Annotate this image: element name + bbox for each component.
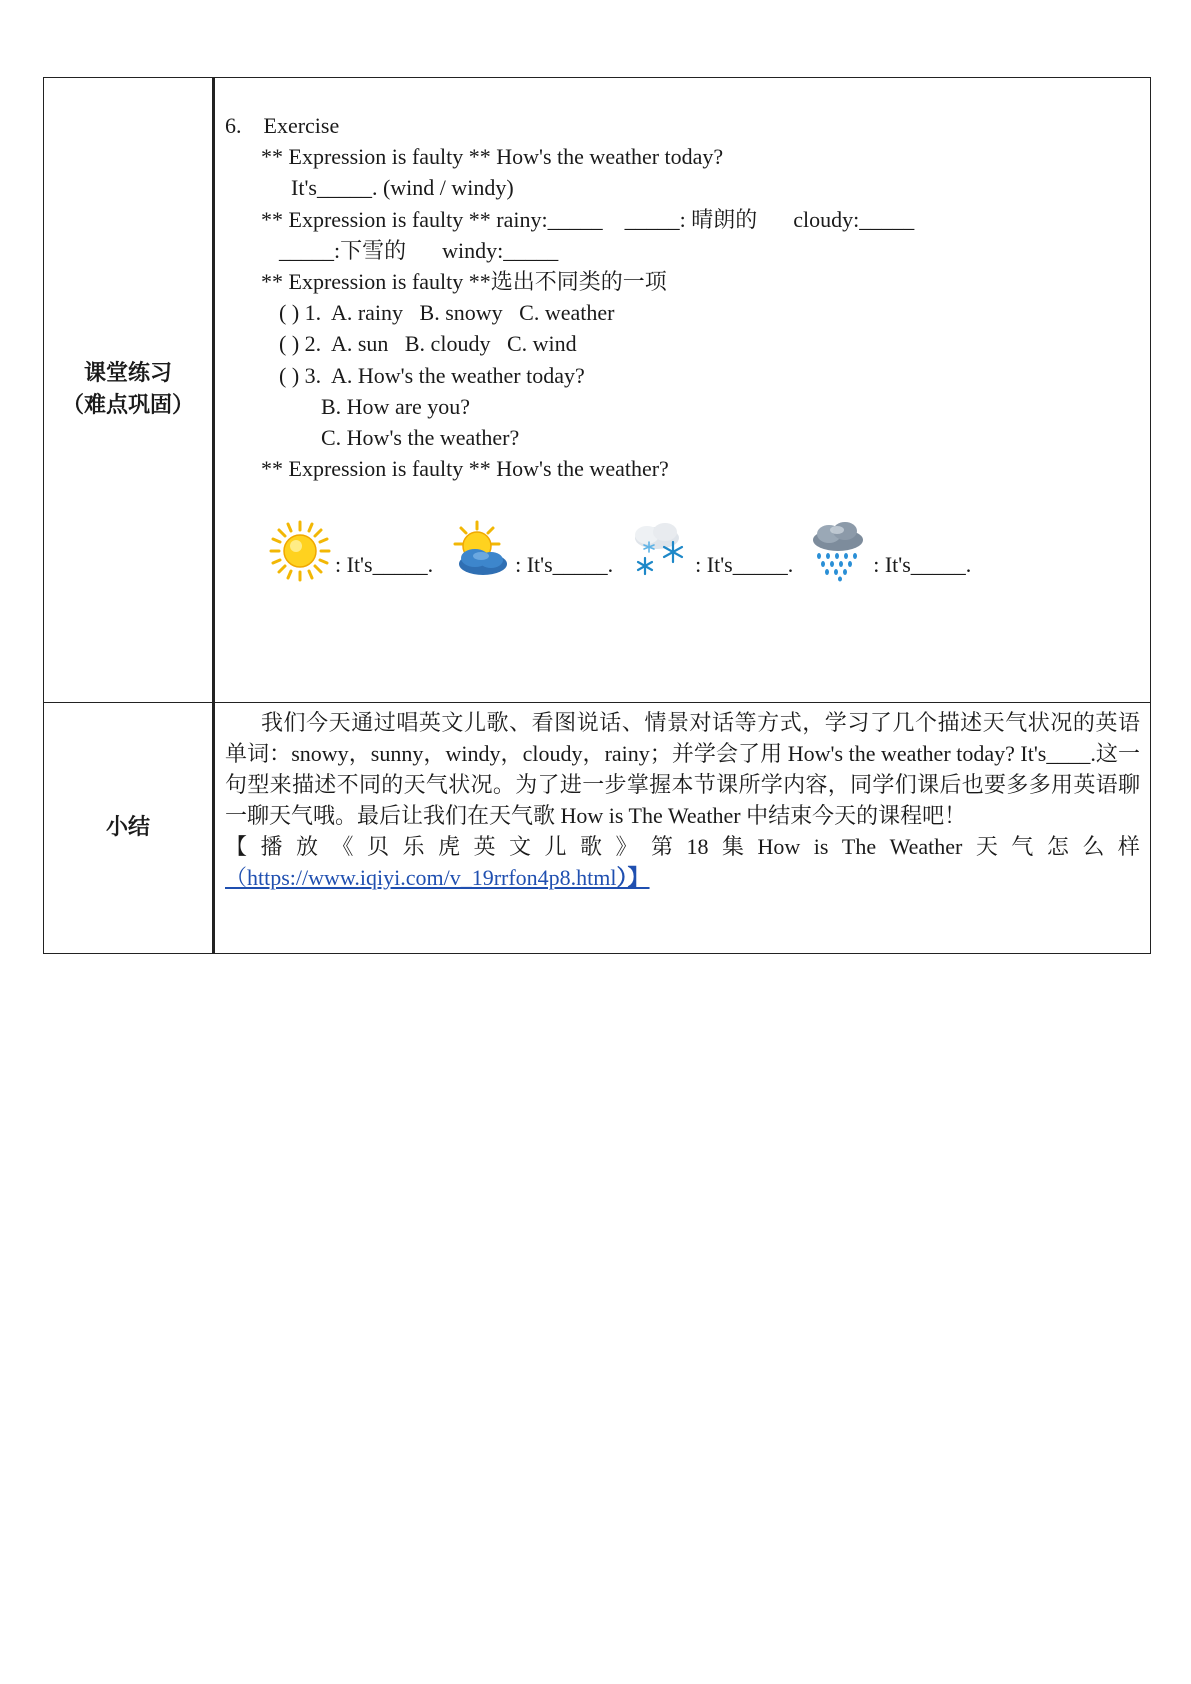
exercise-label-cell bbox=[44, 78, 214, 703]
exercise-label-line1: 课堂练习 bbox=[83, 361, 172, 386]
sun-icon bbox=[269, 520, 331, 582]
play-part: 英 bbox=[473, 834, 496, 859]
summary-content-cell bbox=[214, 703, 1151, 954]
question-3: ** Expression is faulty **选出不同类的一项 bbox=[261, 269, 667, 295]
sun-cloud-caption: : It's_____. bbox=[515, 551, 614, 577]
exercise-heading bbox=[225, 110, 1140, 141]
choice-2: ( ) 2. A. sun B. cloudy C. wind bbox=[279, 331, 577, 357]
play-part: 文 bbox=[509, 834, 532, 859]
q2-windy: windy:_____ bbox=[442, 237, 559, 263]
weather-item-sun-cloud bbox=[447, 520, 613, 582]
q2-snowy: _____:下雪的 bbox=[279, 237, 407, 263]
play-part: 怎 bbox=[1046, 834, 1069, 859]
exercise-content-cell bbox=[214, 78, 1151, 703]
play-part: 》 bbox=[615, 834, 638, 859]
question-1-answer: It's_____. (wind / windy) bbox=[291, 175, 514, 201]
summary-paragraph: 我们今天通过唱英文儿歌、看图说话、情景对话等方式，学习了几个描述天气状况的英语单词：snowy，sunny，windy，cloudy，rainy；并学会了用 How's the weather today? It's____.这一句型来描述不同的天气状况。为了进一步掌握本节课所学内容，同学们课后也要多多用英语聊一聊天气哦。最后让我们在天气歌 How is The Weather 中结束今天的课程吧！ bbox=[225, 710, 1140, 828]
weather-item-rain bbox=[807, 520, 971, 582]
play-part: 气 bbox=[1011, 834, 1034, 859]
exercise-label-line2: （难点巩固） bbox=[61, 393, 194, 418]
sun-cloud-icon bbox=[447, 520, 511, 582]
rain-caption: : It's_____. bbox=[873, 551, 972, 577]
choice-3: ( ) 3. A. How's the weather today? bbox=[279, 362, 585, 388]
snow-caption: : It's_____. bbox=[695, 551, 794, 577]
question-2 bbox=[225, 204, 1140, 235]
play-part: The bbox=[841, 834, 877, 859]
sun-caption: : It's_____. bbox=[335, 551, 434, 577]
play-part: 放 bbox=[296, 834, 319, 859]
play-part: 第 bbox=[651, 834, 674, 859]
heading-text: Exercise bbox=[263, 113, 340, 138]
play-instruction bbox=[225, 831, 1140, 862]
play-part: 《 bbox=[331, 834, 354, 859]
play-part: How bbox=[757, 834, 801, 859]
question-2-line2 bbox=[225, 235, 1140, 266]
play-part: 儿 bbox=[544, 834, 567, 859]
play-part: 乐 bbox=[402, 834, 425, 859]
link-open-paren: （ bbox=[225, 865, 248, 890]
weather-item-sun bbox=[269, 520, 433, 582]
summary-label-cell bbox=[44, 703, 214, 954]
snow-icon bbox=[627, 520, 691, 582]
choice-1: ( ) 1. A. rainy B. snowy C. weather bbox=[279, 300, 615, 326]
play-part: 贝 bbox=[367, 834, 390, 859]
heading-number: 6. bbox=[225, 113, 242, 138]
choice-3-b: B. How are you? bbox=[321, 393, 471, 419]
play-part: 集 bbox=[721, 834, 744, 859]
play-part: 歌 bbox=[580, 834, 603, 859]
question-1: ** Expression is faulty ** How's the weather today? bbox=[261, 144, 724, 170]
play-part: is bbox=[813, 834, 829, 859]
q2-rainy: ** Expression is faulty ** rainy:_____ bbox=[261, 206, 603, 232]
summary-label: 小结 bbox=[105, 815, 150, 840]
play-part: 播 bbox=[260, 834, 283, 859]
play-part: 18 bbox=[686, 834, 709, 859]
play-part: 【 bbox=[225, 834, 248, 859]
q2-cloudy: cloudy:_____ bbox=[793, 206, 915, 232]
summary-row bbox=[44, 703, 1151, 954]
weather-picture-row bbox=[269, 520, 979, 582]
choice-3-c: C. How's the weather? bbox=[321, 425, 520, 451]
play-part: 天 bbox=[975, 834, 998, 859]
video-link[interactable]: https://www.iqiyi.com/v_19rrfon4p8.html bbox=[247, 865, 617, 890]
play-part: 样 bbox=[1117, 834, 1140, 859]
lesson-table bbox=[43, 77, 1151, 954]
video-link-line bbox=[225, 862, 1140, 893]
link-close-bracket: ）】 bbox=[616, 865, 650, 890]
play-part: Weather bbox=[889, 834, 963, 859]
q2-sunny: _____: 晴朗的 bbox=[624, 206, 758, 232]
weather-item-snow bbox=[627, 520, 793, 582]
exercise-row bbox=[44, 78, 1151, 703]
rain-icon bbox=[807, 520, 869, 582]
play-part: 么 bbox=[1082, 834, 1105, 859]
play-part: 虎 bbox=[438, 834, 461, 859]
question-4: ** Expression is faulty ** How's the weather? bbox=[261, 456, 669, 482]
